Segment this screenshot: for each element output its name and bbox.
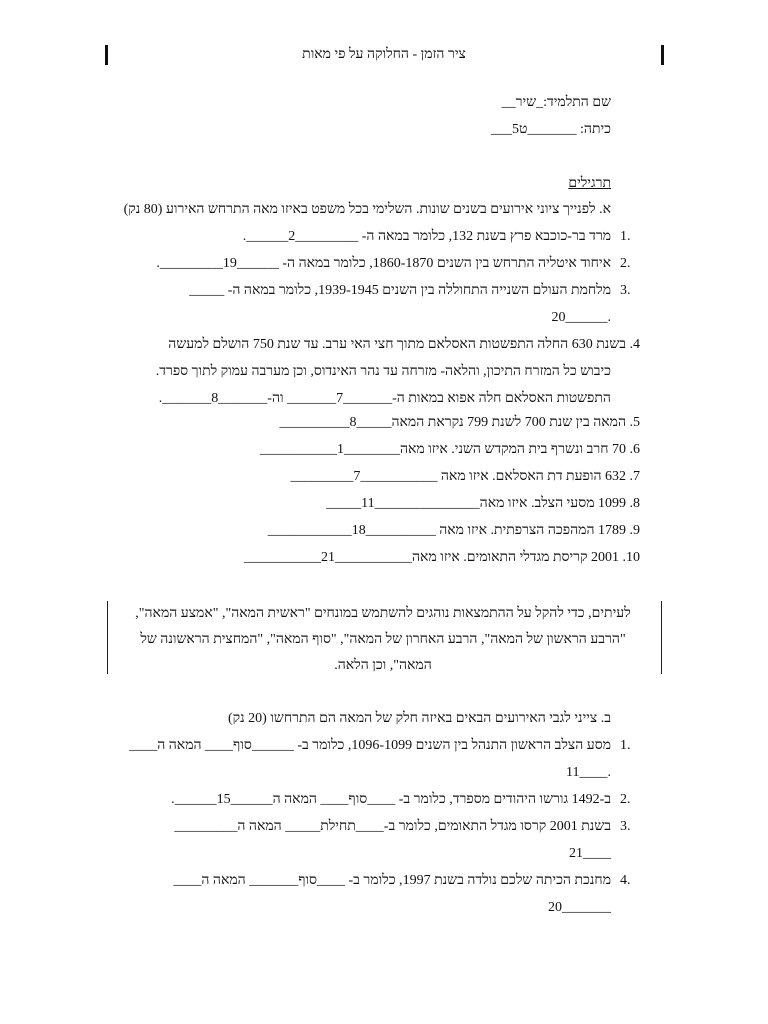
item-number: 3. <box>620 819 631 834</box>
section-a-instruction: א. לפנייך ציוני אירועים בשנים שונות. השלימי בכל משפט באיזו מאה התרחש האירוע (80 נק) <box>123 202 611 217</box>
section-a-item-3-continued: 20______. <box>551 310 611 325</box>
note-box <box>107 601 662 674</box>
section-a-item-5: 5. המאה בין שנת 700 לשנת 799 נקראת המאה_____8__________ <box>279 415 640 430</box>
section-a-item-4-line-3: התפשטות האסלאם חלה אפוא במאות ה-_______7_______ וה-_______8_______. <box>158 391 611 406</box>
section-b-item-1-continued: 11____. <box>566 765 611 780</box>
section-a-item-4-line-1: 4. בשנת 630 החלה התפשטות האסלאם מתוך חצי האי ערב. עד שנת 750 הושלם למעשה <box>168 337 640 352</box>
section-a-item-10: 10. 2001 קריסת מגדלי התאומים. איזו מאה___________21___________ <box>243 550 640 565</box>
page-title: ציר הזמן - החלוקה על פי מאות <box>302 47 466 62</box>
section-b-item-1: מסע הצלב הראשון התנהל בין השנים 1096-1099, כלומר ב- ______סוף____ המאה ה____ <box>129 738 611 753</box>
item-number: 2. <box>620 792 631 807</box>
section-a-item-7: 7. 632 הופעת דת האסלאם. איזו מאה ___________7_________ <box>290 469 640 484</box>
item-number: 4. <box>620 873 631 888</box>
section-a-item-2: איחוד איטליה התרחש בין השנים 1860-1870, כלומר במאה ה- ______19_________. <box>156 256 611 271</box>
section-a-item-1: מרד בר-כוכבא פרץ בשנת 132, כלומר במאה ה- _________2______. <box>242 229 611 244</box>
section-a-item-4-line-2: כיבוש כל המזרח התיכון, והלאה- מזרחה עד נהר האינדוס, וכן מערבה עמוק לתוך ספרד. <box>155 364 611 379</box>
section-a-item-3: מלחמת העולם השנייה התחוללה בין השנים 1939-1945, כלומר במאה ה- _____ <box>189 283 611 298</box>
note-box-text <box>113 601 653 679</box>
section-b-item-2: ב-1492 גורשו היהודים מספרד, כלומר ב- ____סוף____ המאה ה______15______. <box>171 792 611 807</box>
section-a-item-6: 6. 70 חרב ונשרף בית המקדש השני. איזו מאה________1___________ <box>259 442 640 457</box>
student-name-line: שם התלמיד:_שיר__ <box>501 95 611 110</box>
item-number: 2. <box>620 256 631 271</box>
section-a-item-9: 9. 1789 המהפכה הצרפתית. איזו מאה __________18____________ <box>267 523 640 538</box>
item-number: 3. <box>620 283 631 298</box>
section-b-instruction: ב. צייני לגבי האירועים הבאים באיזה חלק של המאה הם התרחשו (20 נק) <box>227 711 611 726</box>
section-b-item-4: מחנכת הכיתה שלכם נולדה בשנת 1997, כלומר ב- ____סוף_______ המאה ה____ <box>173 873 611 888</box>
section-a-item-8: 8. 1099 מסעי הצלב. איזו מאה_______________11_____ <box>326 496 640 511</box>
note-line-1: לעיתים, כדי להקל על ההתמצאות נוהגים להשתמש במונחים "ראשית המאה", "אמצע המאה", <box>135 606 631 621</box>
section-b-item-4-continued: 20_______ <box>548 900 611 915</box>
section-b-item-3-continued: 21____ <box>569 846 611 861</box>
item-number: 1. <box>620 738 631 753</box>
note-line-2: "הרבע הראשון של המאה", הרבע האחרון של המאה", "סוף המאה", "המחצית הראשונה של <box>140 632 626 647</box>
exercises-title: תרגילים <box>568 176 611 191</box>
student-class-line: כיתה: _______ט5___ <box>491 122 611 137</box>
section-b-item-3: בשנת 2001 קרסו מגדל התאומים, כלומר ב-____תחילת_____ המאה ה_________ <box>174 819 611 834</box>
item-number: 1. <box>620 229 631 244</box>
note-line-3: המאה", וכן הלאה. <box>334 658 432 673</box>
